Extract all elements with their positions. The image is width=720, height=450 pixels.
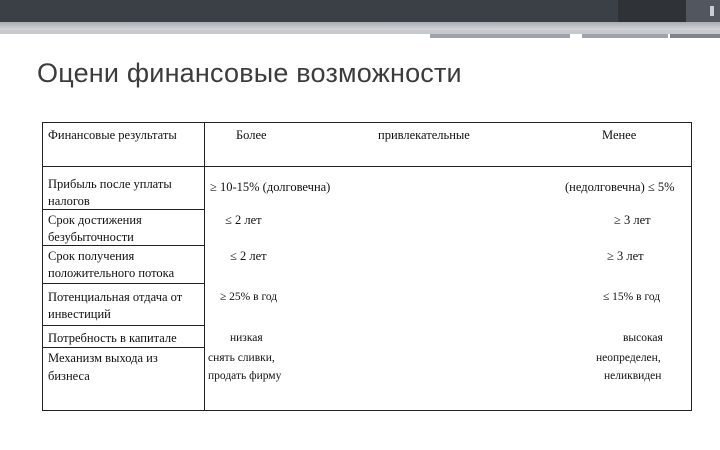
- row-label: безубыточности: [48, 230, 134, 244]
- row-less-value: ≥ 3 лет: [607, 249, 644, 263]
- row-label: Потребность в капитале: [48, 331, 177, 345]
- row-more-value: ≤ 2 лет: [230, 249, 267, 263]
- row-label: Механизм выхода из: [48, 351, 158, 365]
- row-less-value: неликвиден: [604, 370, 662, 382]
- table-row-divider: [43, 283, 204, 284]
- table-row-divider: [43, 347, 204, 348]
- row-less-value: неопределен,: [596, 352, 661, 364]
- header-more: Более: [236, 128, 267, 142]
- row-label: Срок получения: [48, 249, 135, 263]
- row-more-value: ≥ 10-15% (долговечна): [210, 180, 331, 194]
- top-bar-accent: [710, 6, 714, 16]
- header-shade: [0, 22, 720, 30]
- decorative-stripe: [430, 34, 570, 38]
- header-financial-results: Финансовые результаты: [48, 128, 177, 142]
- row-less-value: ≥ 3 лет: [614, 213, 651, 227]
- top-bar: [0, 0, 720, 22]
- row-more-value: снять сливки,: [208, 352, 275, 364]
- row-more-value: низкая: [230, 332, 263, 344]
- table-row-divider: [43, 325, 204, 326]
- row-label: Срок достижения: [48, 213, 142, 227]
- row-label: бизнеса: [48, 369, 90, 383]
- table-header-divider: [43, 166, 691, 167]
- row-more-value: ≥ 25% в год: [220, 291, 278, 303]
- decorative-stripe: [670, 34, 720, 38]
- row-less-value: ≤ 15% в год: [603, 291, 661, 303]
- header-attractive: привлекательные: [378, 128, 470, 142]
- row-more-value: ≤ 2 лет: [225, 213, 262, 227]
- top-bar-segment: [618, 0, 686, 22]
- row-more-value: продать фирму: [208, 370, 282, 382]
- row-label: Прибыль после уплаты: [48, 177, 172, 191]
- row-label: инвестиций: [48, 307, 111, 321]
- header-less: Менее: [602, 128, 637, 142]
- row-less-value: высокая: [623, 332, 663, 344]
- row-label: положительного потока: [48, 266, 175, 280]
- row-label: налогов: [48, 194, 90, 208]
- decorative-stripe: [582, 34, 668, 38]
- top-bar-segment: [0, 0, 618, 22]
- row-less-value: (недолговечна) ≤ 5%: [565, 180, 675, 194]
- financial-results-table: [42, 122, 692, 411]
- slide-title: Оцени финансовые возможности: [37, 58, 462, 88]
- top-bar-segment: [686, 0, 720, 22]
- row-label: Потенциальная отдача от: [48, 290, 183, 304]
